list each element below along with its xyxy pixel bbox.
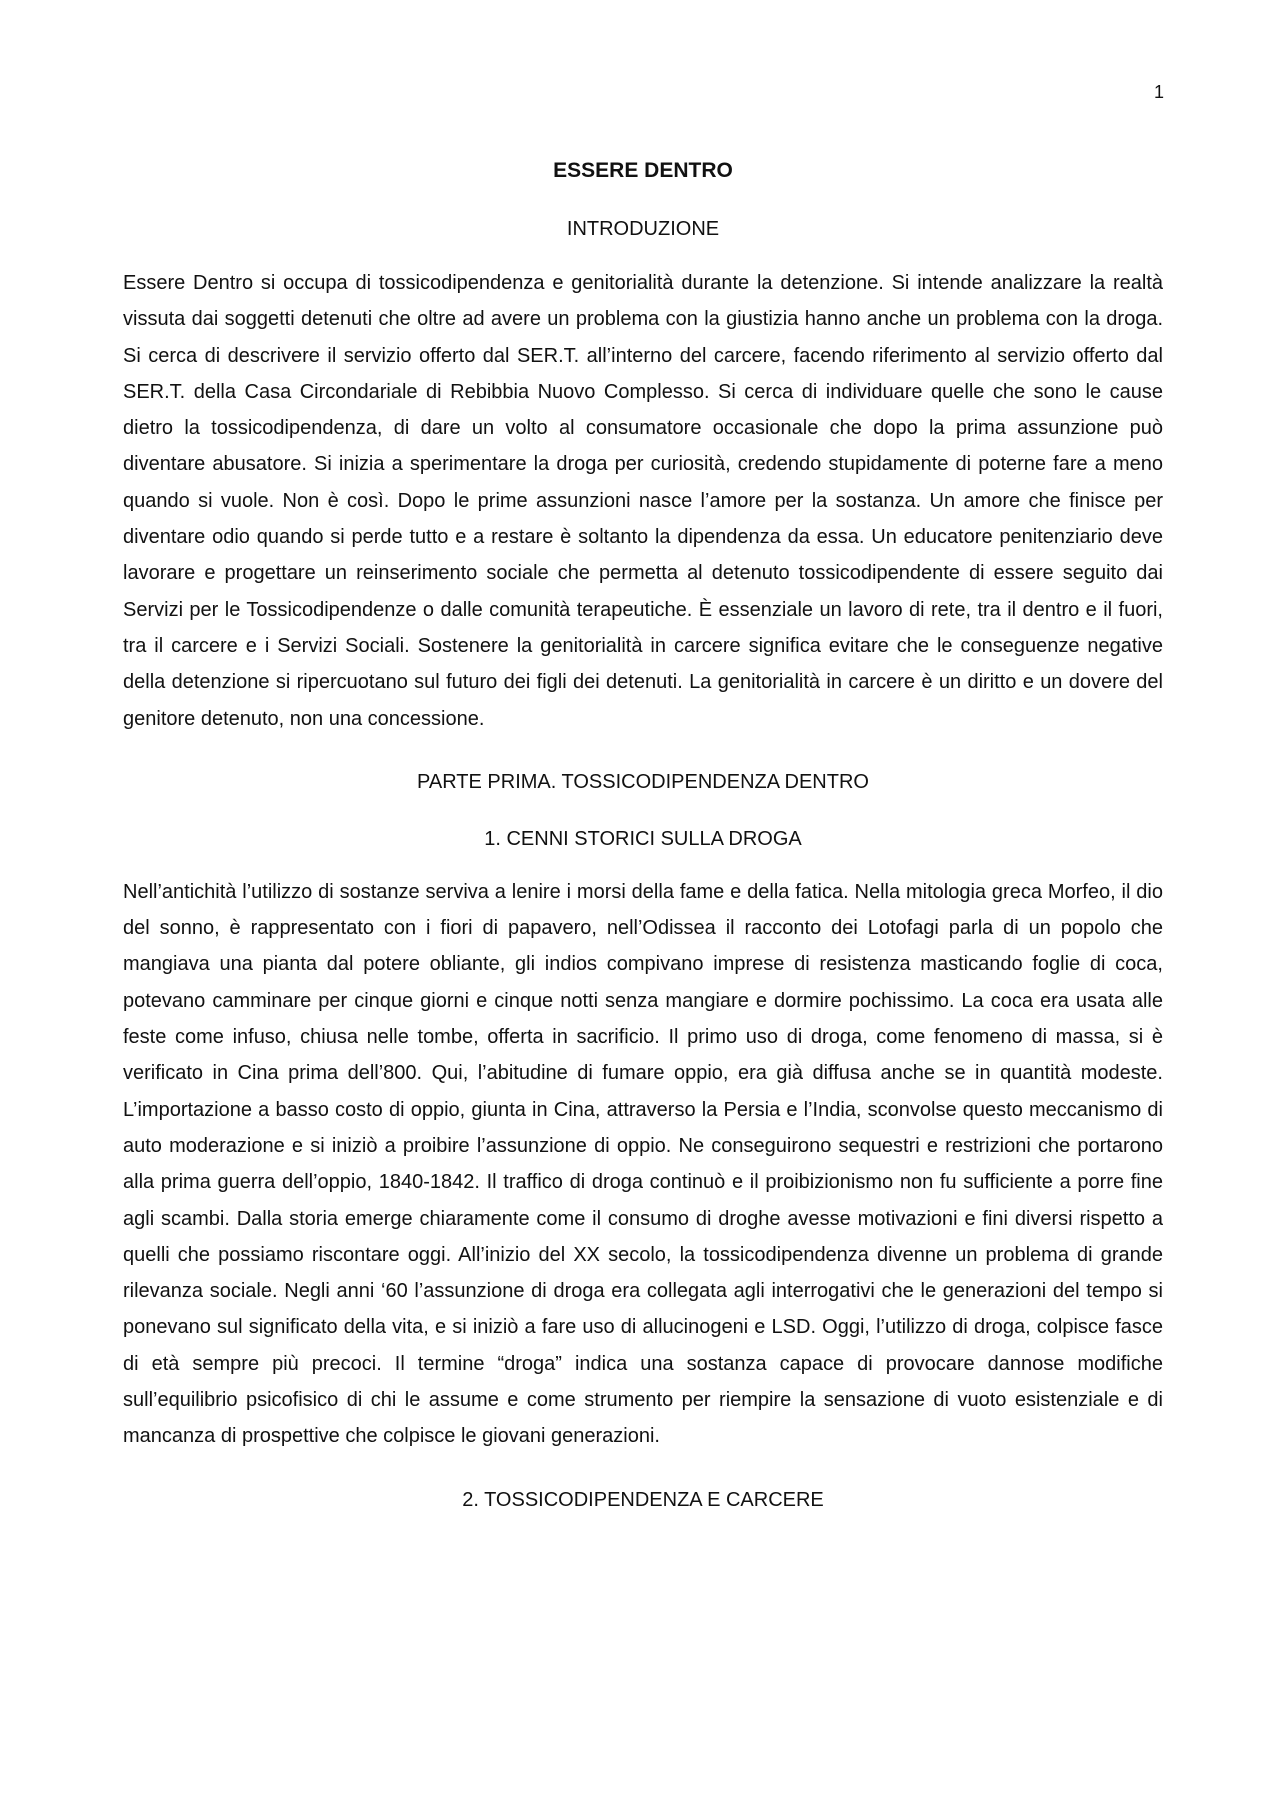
intro-heading: INTRODUZIONE	[566, 218, 720, 240]
document-body	[123, 156, 1163, 1515]
document-title: ESSERE DENTRO	[553, 159, 733, 182]
intro-paragraph: Essere Dentro si occupa di tossicodipendenza e genitorialità durante la detenzione. Si intende analizzare la realtà vissuta dai soggetti detenuti che oltre ad avere un problema con la giustizia hanno anche un problema con la droga. Si cerca di descrivere il servizio offerto dal SER.T. all’interno del carcere, facendo riferimento al servizio offerto dal SER.T. della Casa Circondariale di Rebibbia Nuovo Complesso. Si cerca di individuare quelle che sono le cause dietro la tossicodipendenza, di dare un volto al consumatore occasionale che dopo la prima assunzione può diventare abusatore. Si inizia a sperimentare la droga per curiosità, credendo stupidamente di poterne fare a meno quando si vuole. Non è così. Dopo le prime assunzioni nasce l’amore per la sostanza. Un amore che finisce per diventare odio quando si perde tutto e a restare è soltanto la dipendenza da essa. Un educatore penitenziario deve lavorare e progettare un reinserimento sociale che permetta al detenuto tossicodipendente di essere seguito dai Servizi per le Tossicodipendenze o dalle comunità terapeutiche. È essenziale un lavoro di rete, tra il dentro e il fuori, tra il carcere e i Servizi Sociali. Sostenere la genitorialità in carcere significa evitare che le conseguenze negative della detenzione si ripercuotano sul futuro dei figli dei detenuti. La genitorialità in carcere è un diritto e un dovere del genitore detenuto, non una concessione.	[123, 272, 1163, 730]
part-heading: PARTE PRIMA. TOSSICODIPENDENZA DENTRO	[417, 770, 869, 793]
section2-heading: 2. TOSSICODIPENDENZA E CARCERE	[462, 1488, 824, 1511]
section1-heading: 1. CENNI STORICI SULLA DROGA	[484, 827, 802, 850]
page-number: 1	[1153, 82, 1164, 102]
section1-paragraph: Nell’antichità l’utilizzo di sostanze serviva a lenire i morsi della fame e della fatica. Nella mitologia greca Morfeo, il dio del sonno, è rappresentato con i fiori di papavero, nell’Odissea il racconto dei Lotofagi parla di un popolo che mangiava una pianta dal potere obliante, gli indios compivano imprese di resistenza masticando foglie di coca, potevano camminare per cinque giorni e cinque notti senza mangiare e dormire pochissimo. La coca era usata alle feste come infuso, chiusa nelle tombe, offerta in sacrificio. Il primo uso di droga, come fenomeno di massa, si è verificato in Cina prima dell’800. Qui, l’abitudine di fumare oppio, era già diffusa anche se in quantità modeste. L’importazione a basso costo di oppio, giunta in Cina, attraverso la Persia e l’India, sconvolse questo meccanismo di auto moderazione e si iniziò a proibire l’assunzione di oppio. Ne conseguirono sequestri e restrizioni che portarono alla prima guerra dell’oppio, 1840-1842. Il traffico di droga continuò e il proibizionismo non fu sufficiente a porre fine agli scambi. Dalla storia emerge chiaramente come il consumo di droghe avesse motivazioni e fini diversi rispetto a quelli che possiamo riscontare oggi. All’inizio del XX secolo, la tossicodipendenza divenne un problema di grande rilevanza sociale. Negli anni ‘60 l’assunzione di droga era collegata agli interrogativi che le generazioni del tempo si ponevano sul significato della vita, e si iniziò a fare uso di allucinogeni e LSD. Oggi, l’utilizzo di droga, colpisce fasce di età sempre più precoci. Il termine “droga” indica una sostanza capace di provocare dannose modifiche sull’equilibrio psicofisico di chi le assume e come strumento per riempire la sensazione di vuoto esistenziale e di mancanza di prospettive che colpisce le giovani generazioni.	[123, 880, 1163, 1448]
